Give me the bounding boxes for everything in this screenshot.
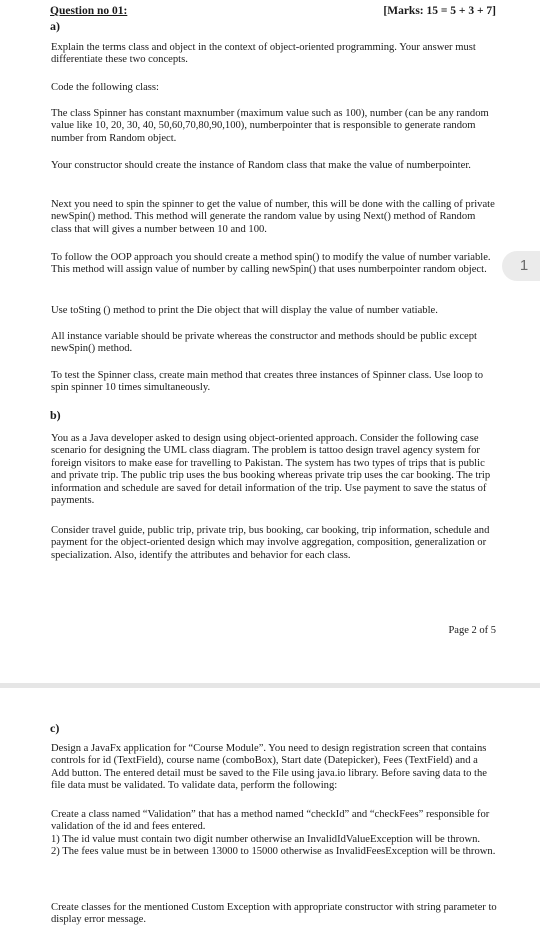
part-a-p2: Code the following class: <box>51 82 159 93</box>
page-number: Page 2 of 5 <box>448 625 496 636</box>
part-b-p1: You as a Java developer asked to design using object-oriented approach. Consider the following case scenario for designing the UML class diagram. The problem is tattoo design travel agency system for foreign visitors to make ease for travelling to Pakistan. The system has two types of trips that is public and private trip. The public trip uses the bus booking whereas private trip uses the car booking. The trip information and schedule are saved for detail information of the trip. Use payment to save the status of payments. <box>51 433 491 507</box>
part-c-label: c) <box>50 721 60 735</box>
part-a-p5: Next you need to spin the spinner to get the value of number, this will be done with the calling of private newSpin() method. This method will generate the random value by using Next() method of Random class that will gives a number between 10 and 100. <box>51 199 495 235</box>
page-3 <box>0 690 540 940</box>
part-c-p1: Design a JavaFx application for “Course Module”. You need to design registration screen that contains controls for id (TextField), course name (comboBox), Start date (Datepicker), Fees (TextField) and a Add button. The entered detail must be saved to the File using java.io library. Before saving data to the file data must be validated. To validate data, perform the following: <box>51 743 487 792</box>
part-a-p1: Explain the terms class and object in the context of object-oriented programming. Your answer must differentiate these two concepts. <box>51 42 476 66</box>
part-a-p3: The class Spinner has constant maxnumber (maximum value such as 100), number (can be any random value like 10, 20, 30, 40, 50,60,70,80,90,100), numberpointer that is responsible to generate random number from Random object. <box>51 108 489 144</box>
part-a-p7: Use toSting () method to print the Die object that will display the value of number vatiable. <box>51 305 438 316</box>
part-c-p3: Create classes for the mentioned Custom Exception with appropriate constructor with string parameter to display error message. <box>51 902 497 926</box>
part-a-p8: All instance variable should be private whereas the constructor and methods should be public except newSpin() method. <box>51 331 477 355</box>
part-a-label: a) <box>50 19 60 33</box>
part-a-p9: To test the Spinner class, create main method that creates three instances of Spinner class. Use loop to spin spinner 10 times simultaneously. <box>51 370 484 394</box>
part-b-p2: Consider travel guide, public trip, private trip, bus booking, car booking, trip information, schedule and payment for the object-oriented design which may involve aggregation, composition, generalization or specialization. Also, identify the attributes and behavior for each class. <box>51 525 490 561</box>
part-a-p4: Your constructor should create the instance of Random class that make the value of numberpointer. <box>51 160 471 171</box>
question-header <box>50 5 496 21</box>
question-title: Question no 01: <box>50 5 128 17</box>
page-separator <box>0 683 540 688</box>
part-b-label: b) <box>50 408 61 422</box>
page-indicator-tab[interactable]: 1 <box>502 251 540 281</box>
part-c-p2: Create a class named “Validation” that has a method named “checkId” and “checkFees” responsible for validation of the id and fees entered. 1) The id value must contain two digit number otherwise an InvalidIdValueException will be thrown. 2) The fees value must be in between 13000 to 15000 otherwise as InvalidFeesException will be thrown. <box>51 809 496 858</box>
marks-label: [Marks: 15 = 5 + 3 + 7] <box>383 5 496 17</box>
part-a-p6: To follow the OOP approach you should create a method spin() to modify the value of number variable. This method will assign value of number by calling newSpin() that uses numberpointer random object. <box>51 252 491 276</box>
